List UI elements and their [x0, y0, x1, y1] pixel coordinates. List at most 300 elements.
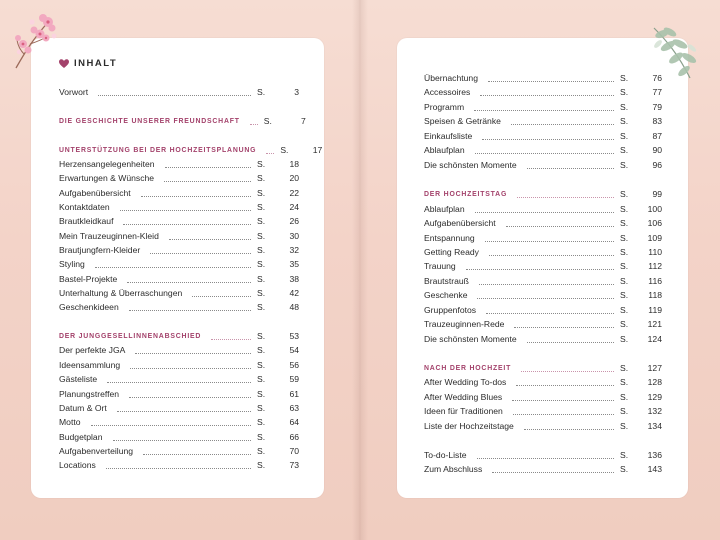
toc-page-ref — [620, 450, 662, 461]
toc-entry — [59, 388, 299, 400]
dot-leader — [474, 109, 614, 111]
page-prefix: S. — [620, 333, 629, 344]
page-number: 116 — [648, 275, 662, 286]
toc-page-ref — [257, 216, 299, 227]
page-number: 7 — [300, 115, 306, 126]
page-prefix: S. — [257, 460, 266, 471]
toc-entry — [59, 287, 299, 299]
dot-leader — [512, 399, 614, 401]
page-prefix: S. — [620, 464, 629, 474]
page-prefix: S. — [257, 331, 266, 342]
toc-entry-title: Accessoires — [424, 87, 471, 98]
toc-entry-title: Herzensangelegenheiten — [59, 158, 155, 169]
page-number: 83 — [652, 116, 662, 127]
toc-entry — [59, 215, 299, 227]
toc-entry-title: Liste der Hochzeitstage — [424, 420, 514, 431]
toc-entry-title: Kontaktdaten — [59, 201, 110, 212]
toc-page-ref — [257, 202, 299, 213]
page-prefix: S. — [620, 101, 629, 112]
page-prefix: S. — [620, 449, 629, 460]
page-number: 42 — [289, 288, 299, 298]
toc-entry-title: Bastel-Projekte — [59, 273, 118, 284]
page-prefix: S. — [620, 275, 629, 286]
toc-entry-title: Gästeliste — [59, 374, 98, 385]
dot-leader — [477, 297, 614, 299]
dot-leader — [482, 138, 614, 140]
toc-entry — [59, 402, 299, 414]
toc-page-ref — [620, 204, 662, 215]
page-number: 100 — [647, 203, 662, 214]
toc-entry-title: Planungstreffen — [59, 388, 120, 399]
eucalyptus-leaves-icon — [646, 22, 702, 82]
toc-entry — [424, 420, 662, 432]
toc-entry-title: UNTERSTÜTZUNG BEI DER HOCHZEITSPLANUNG — [59, 146, 257, 154]
dot-leader — [192, 295, 251, 297]
page-prefix: S. — [257, 259, 266, 270]
toc-entry-title: Übernachtung — [424, 73, 478, 83]
dot-leader — [120, 209, 251, 211]
page-number: 70 — [289, 445, 299, 456]
toc-entry-title: Erwartungen & Wünsche — [59, 173, 155, 184]
page-prefix: S. — [620, 218, 629, 229]
toc-entry-title: To-do-Liste — [424, 449, 467, 460]
toc-entry-title: Der perfekte JGA — [59, 345, 126, 356]
toc-entry — [424, 376, 662, 388]
toc-entry-title: Die schönsten Momente — [424, 333, 517, 344]
page-number: 17 — [312, 144, 323, 155]
page-prefix: S. — [257, 187, 266, 198]
page-number: 106 — [647, 218, 662, 229]
page-number: 20 — [289, 173, 299, 184]
toc-page-ref — [257, 87, 299, 98]
toc-entry — [424, 333, 662, 345]
page-prefix: S. — [257, 417, 266, 428]
toc-entry-title: Datum & Ort — [59, 402, 107, 413]
toc-page-ref — [280, 145, 322, 156]
toc-page-ref — [257, 288, 299, 299]
dot-leader — [141, 195, 251, 197]
toc-page-ref — [620, 87, 662, 98]
dot-leader — [266, 152, 274, 154]
book-gutter — [352, 0, 368, 540]
toc-page-ref — [620, 116, 662, 127]
page-prefix: S. — [620, 116, 629, 127]
page-number: 54 — [289, 345, 299, 356]
toc-section-heading — [424, 362, 662, 374]
toc-entry-title: Aufgabenverteilung — [59, 445, 134, 456]
page-prefix: S. — [620, 377, 629, 388]
page-number: 127 — [647, 362, 662, 373]
page-number: 18 — [289, 158, 299, 169]
toc-entry — [424, 86, 662, 98]
page-number: 53 — [289, 331, 299, 342]
dot-leader — [107, 381, 251, 383]
page-prefix: S. — [257, 388, 266, 399]
toc-entry — [59, 244, 299, 256]
toc-entry — [424, 289, 662, 301]
toc-section-heading — [59, 330, 299, 342]
toc-entry-title: Geschenkideen — [59, 302, 119, 313]
toc-page-ref — [620, 102, 662, 113]
toc-entry — [59, 172, 299, 184]
dot-leader — [521, 370, 614, 372]
toc-entry — [424, 318, 662, 330]
toc-entry — [424, 463, 662, 475]
page-prefix: S. — [257, 402, 266, 413]
toc-entry-title: Aufgabenübersicht — [424, 218, 496, 229]
page-number: 3 — [294, 87, 299, 97]
page-number: 129 — [647, 391, 662, 402]
toc-page-ref — [257, 432, 299, 443]
dot-leader — [511, 123, 614, 125]
dot-leader — [113, 439, 252, 441]
toc-entry-title: After Wedding To-dos — [424, 377, 507, 388]
page-number: 38 — [289, 273, 299, 284]
toc-page-ref — [620, 406, 662, 417]
page-prefix: S. — [620, 290, 629, 301]
page-number: 112 — [648, 261, 662, 272]
dot-leader — [489, 254, 614, 256]
heart-icon — [59, 59, 69, 69]
toc-page-ref — [257, 460, 299, 471]
toc-entry — [424, 232, 662, 244]
dot-leader — [492, 471, 614, 473]
page-prefix: S. — [620, 145, 629, 156]
toc-page-ref — [257, 417, 299, 428]
toc-page-ref — [620, 189, 662, 200]
page-number: 136 — [647, 449, 662, 460]
toc-entry — [424, 405, 662, 417]
page-number: 32 — [289, 244, 299, 255]
dot-leader — [135, 352, 251, 354]
page-number: 61 — [289, 388, 299, 399]
toc-entry-title: Mein Trauzeuginnen-Kleid — [59, 230, 159, 241]
page-number: 73 — [289, 460, 299, 471]
toc-entry — [59, 431, 299, 443]
page-prefix: S. — [257, 288, 266, 298]
toc-entry-title: Brautkleidkauf — [59, 216, 114, 227]
toc-entry-title: Styling — [59, 259, 85, 270]
toc-entry — [424, 159, 662, 171]
toc-page-ref — [257, 446, 299, 457]
toc-entry-title: Zum Abschluss — [424, 464, 483, 474]
toc-entry-title: DER HOCHZEITSTAG — [424, 191, 508, 199]
page-prefix: S. — [257, 216, 266, 227]
page-number: 119 — [648, 304, 662, 315]
toc-entry — [59, 344, 299, 356]
page-prefix: S. — [257, 431, 266, 442]
dot-leader — [117, 410, 251, 412]
dot-leader — [485, 240, 614, 242]
toc-entry-title: After Wedding Blues — [424, 391, 503, 402]
toc-page-ref — [620, 160, 662, 171]
page-prefix: S. — [620, 87, 629, 98]
dot-leader — [516, 384, 614, 386]
dot-leader — [486, 312, 614, 314]
dot-leader — [480, 94, 614, 96]
dot-leader — [517, 196, 614, 198]
page-number: 110 — [648, 246, 662, 257]
page-prefix: S. — [620, 261, 629, 272]
toc-entry-title: Motto — [59, 417, 81, 428]
toc-entry-title: Trauung — [424, 261, 456, 272]
toc-page-ref — [257, 389, 299, 400]
page-prefix: S. — [257, 345, 266, 356]
dot-leader — [477, 457, 614, 459]
dot-leader — [164, 180, 251, 182]
page-prefix: S. — [620, 159, 629, 170]
page-prefix: S. — [620, 391, 629, 402]
dot-leader — [98, 94, 251, 96]
toc-page-ref — [620, 334, 662, 345]
toc-entry-title: Ideen für Traditionen — [424, 406, 503, 417]
toc-entry — [424, 144, 662, 156]
toc-entry-title: Unterhaltung & Überraschungen — [59, 288, 183, 298]
dot-leader — [150, 252, 251, 254]
toc-page-ref — [620, 464, 662, 475]
toc-entry — [424, 101, 662, 113]
toc-entry — [59, 187, 299, 199]
toc-page-ref — [257, 231, 299, 242]
toc-entry-title: Ablaufplan — [424, 203, 465, 214]
page-prefix: S. — [280, 144, 289, 155]
toc-entry — [424, 72, 662, 84]
toc-page-ref — [620, 319, 662, 330]
toc-entry-title: Brautstrauß — [424, 275, 469, 286]
toc-page-ref — [620, 145, 662, 156]
toc-entry-title: Ideensammlung — [59, 359, 121, 370]
dot-leader — [130, 367, 251, 369]
toc-section-heading — [424, 188, 662, 200]
page-number: 109 — [647, 232, 662, 243]
dot-leader — [527, 341, 614, 343]
dot-leader — [506, 225, 614, 227]
dot-leader — [127, 281, 251, 283]
toc-page-ref — [257, 403, 299, 414]
toc-entry-title: DIE GESCHICHTE UNSERER FREUNDSCHAFT — [59, 117, 240, 125]
dot-leader — [513, 413, 614, 415]
toc-page-ref — [257, 259, 299, 270]
dot-leader — [479, 283, 614, 285]
dot-leader — [250, 123, 258, 125]
toc-entry-title: Ablaufplan — [424, 145, 465, 156]
toc-page-ref — [620, 247, 662, 258]
toc-entry — [424, 449, 662, 461]
page-number: 24 — [289, 201, 299, 212]
dot-leader — [466, 268, 614, 270]
toc-entry-title: Trauzeuginnen-Rede — [424, 319, 505, 330]
toc-entry — [59, 230, 299, 242]
page-prefix: S. — [620, 304, 629, 315]
toc-entry-title: Getting Ready — [424, 246, 479, 257]
toc-page-ref — [257, 345, 299, 356]
page-number: 124 — [647, 333, 662, 344]
page-number: 99 — [652, 189, 662, 200]
toc-page-ref — [620, 377, 662, 388]
page-prefix: S. — [620, 232, 629, 243]
toc-entry — [59, 373, 299, 385]
toc-page-ref — [257, 331, 299, 342]
page-number: 132 — [647, 406, 662, 417]
toc-page-ref — [620, 421, 662, 432]
page-prefix: S. — [263, 115, 272, 126]
toc-entry — [59, 258, 299, 270]
page-number: 63 — [289, 402, 299, 413]
page-number: 134 — [647, 420, 662, 431]
toc-entry-title: Aufgabenübersicht — [59, 187, 131, 198]
dot-leader — [514, 326, 614, 328]
page-number: 59 — [289, 374, 299, 385]
toc-heading-text: INHALT — [74, 58, 118, 69]
page-prefix: S. — [620, 203, 629, 214]
dot-leader — [106, 467, 251, 469]
page-number: 118 — [648, 290, 662, 301]
dot-leader — [475, 152, 614, 154]
toc-page-ref — [257, 360, 299, 371]
page-prefix: S. — [620, 319, 629, 330]
page-prefix: S. — [620, 420, 629, 431]
toc-entry-title: Locations — [59, 460, 96, 471]
toc-page-ref — [620, 363, 662, 374]
page-number: 48 — [289, 302, 299, 313]
dot-leader — [211, 338, 251, 340]
toc-entry — [424, 217, 662, 229]
page-number: 64 — [289, 417, 299, 428]
page-number: 121 — [647, 319, 662, 330]
toc-page-ref — [620, 290, 662, 301]
toc-entry — [424, 260, 662, 272]
page-prefix: S. — [257, 244, 266, 255]
toc-page-ref — [620, 392, 662, 403]
page-number: 87 — [652, 130, 662, 141]
right-page-card — [397, 38, 688, 498]
toc-page-ref — [257, 374, 299, 385]
toc-entry — [59, 201, 299, 213]
page-number: 30 — [289, 230, 299, 241]
dot-leader — [169, 238, 251, 240]
page-prefix: S. — [620, 246, 629, 257]
page-prefix: S. — [620, 130, 629, 141]
toc-entry-title: Einkaufsliste — [424, 130, 473, 141]
page-number: 143 — [647, 464, 662, 474]
toc-entry — [59, 86, 299, 98]
toc-entry-title: Speisen & Getränke — [424, 116, 501, 127]
dot-leader — [95, 266, 251, 268]
page-number: 35 — [289, 259, 299, 270]
dot-leader — [475, 211, 614, 213]
page-prefix: S. — [257, 158, 266, 169]
toc-entry-title: Entspannung — [424, 232, 475, 243]
page-prefix: S. — [257, 87, 266, 97]
toc-page-ref — [620, 131, 662, 142]
toc-page-ref — [620, 261, 662, 272]
page-prefix: S. — [257, 201, 266, 212]
dot-leader — [165, 166, 251, 168]
page-prefix: S. — [257, 374, 266, 385]
toc-entry — [59, 416, 299, 428]
page-prefix: S. — [257, 273, 266, 284]
page-prefix: S. — [257, 230, 266, 241]
page-prefix: S. — [257, 445, 266, 456]
toc-entry — [59, 273, 299, 285]
toc-entry-title: Geschenke — [424, 290, 468, 301]
page-prefix: S. — [620, 406, 629, 417]
toc-entry-title: NACH DER HOCHZEIT — [424, 364, 512, 372]
toc-page-ref — [257, 245, 299, 256]
toc-entry — [59, 359, 299, 371]
toc-heading — [59, 58, 117, 69]
toc-entry — [424, 130, 662, 142]
toc-page-ref — [620, 276, 662, 287]
toc-page-ref — [620, 218, 662, 229]
toc-page-ref — [257, 274, 299, 285]
page-number: 77 — [652, 87, 662, 98]
page-prefix: S. — [620, 73, 629, 83]
page-number: 26 — [289, 216, 299, 227]
toc-entry-title: Brautjungfern-Kleider — [59, 244, 141, 255]
toc-entry — [59, 445, 299, 457]
page-prefix: S. — [257, 359, 266, 370]
dot-leader — [527, 167, 614, 169]
toc-entry — [424, 246, 662, 258]
dot-leader — [488, 80, 614, 82]
toc-page-ref — [620, 233, 662, 244]
toc-entry-title: Die schönsten Momente — [424, 159, 517, 170]
dot-leader — [123, 223, 251, 225]
page-prefix: S. — [257, 302, 266, 313]
toc-entry — [424, 304, 662, 316]
toc-page-ref — [264, 116, 306, 127]
dot-leader — [129, 396, 251, 398]
toc-entry — [59, 301, 299, 313]
page-number: 79 — [652, 101, 662, 112]
dot-leader — [524, 428, 614, 430]
page-number: 76 — [652, 73, 662, 83]
page-prefix: S. — [620, 189, 629, 200]
toc-entry-title: Gruppenfotos — [424, 304, 477, 315]
toc-entry-title: DER JUNGGESELLINNENABSCHIED — [59, 333, 202, 341]
page-number: 96 — [652, 159, 662, 170]
toc-page-ref — [620, 305, 662, 316]
toc-page-ref — [257, 302, 299, 313]
toc-entry — [424, 203, 662, 215]
page-number: 128 — [647, 377, 662, 388]
left-page-card — [31, 38, 324, 498]
toc-entry — [59, 459, 299, 471]
toc-section-heading — [59, 144, 323, 156]
cherry-blossom-icon — [10, 10, 60, 72]
toc-entry-title: Budgetplan — [59, 431, 103, 442]
toc-entry — [424, 115, 662, 127]
page-prefix: S. — [620, 362, 629, 373]
page-number: 56 — [289, 359, 299, 370]
toc-entry — [424, 275, 662, 287]
toc-page-ref — [257, 159, 299, 170]
toc-page-ref — [257, 188, 299, 199]
toc-entry-title: Programm — [424, 101, 465, 112]
dot-leader — [143, 453, 251, 455]
page-number: 66 — [289, 431, 299, 442]
dot-leader — [91, 424, 252, 426]
toc-page-ref — [257, 173, 299, 184]
page-number: 90 — [652, 145, 662, 156]
dot-leader — [129, 309, 251, 311]
toc-section-heading — [59, 115, 306, 127]
toc-entry — [424, 391, 662, 403]
page-prefix: S. — [257, 173, 266, 184]
page-number: 22 — [289, 187, 299, 198]
toc-entry-title: Vorwort — [59, 87, 89, 97]
